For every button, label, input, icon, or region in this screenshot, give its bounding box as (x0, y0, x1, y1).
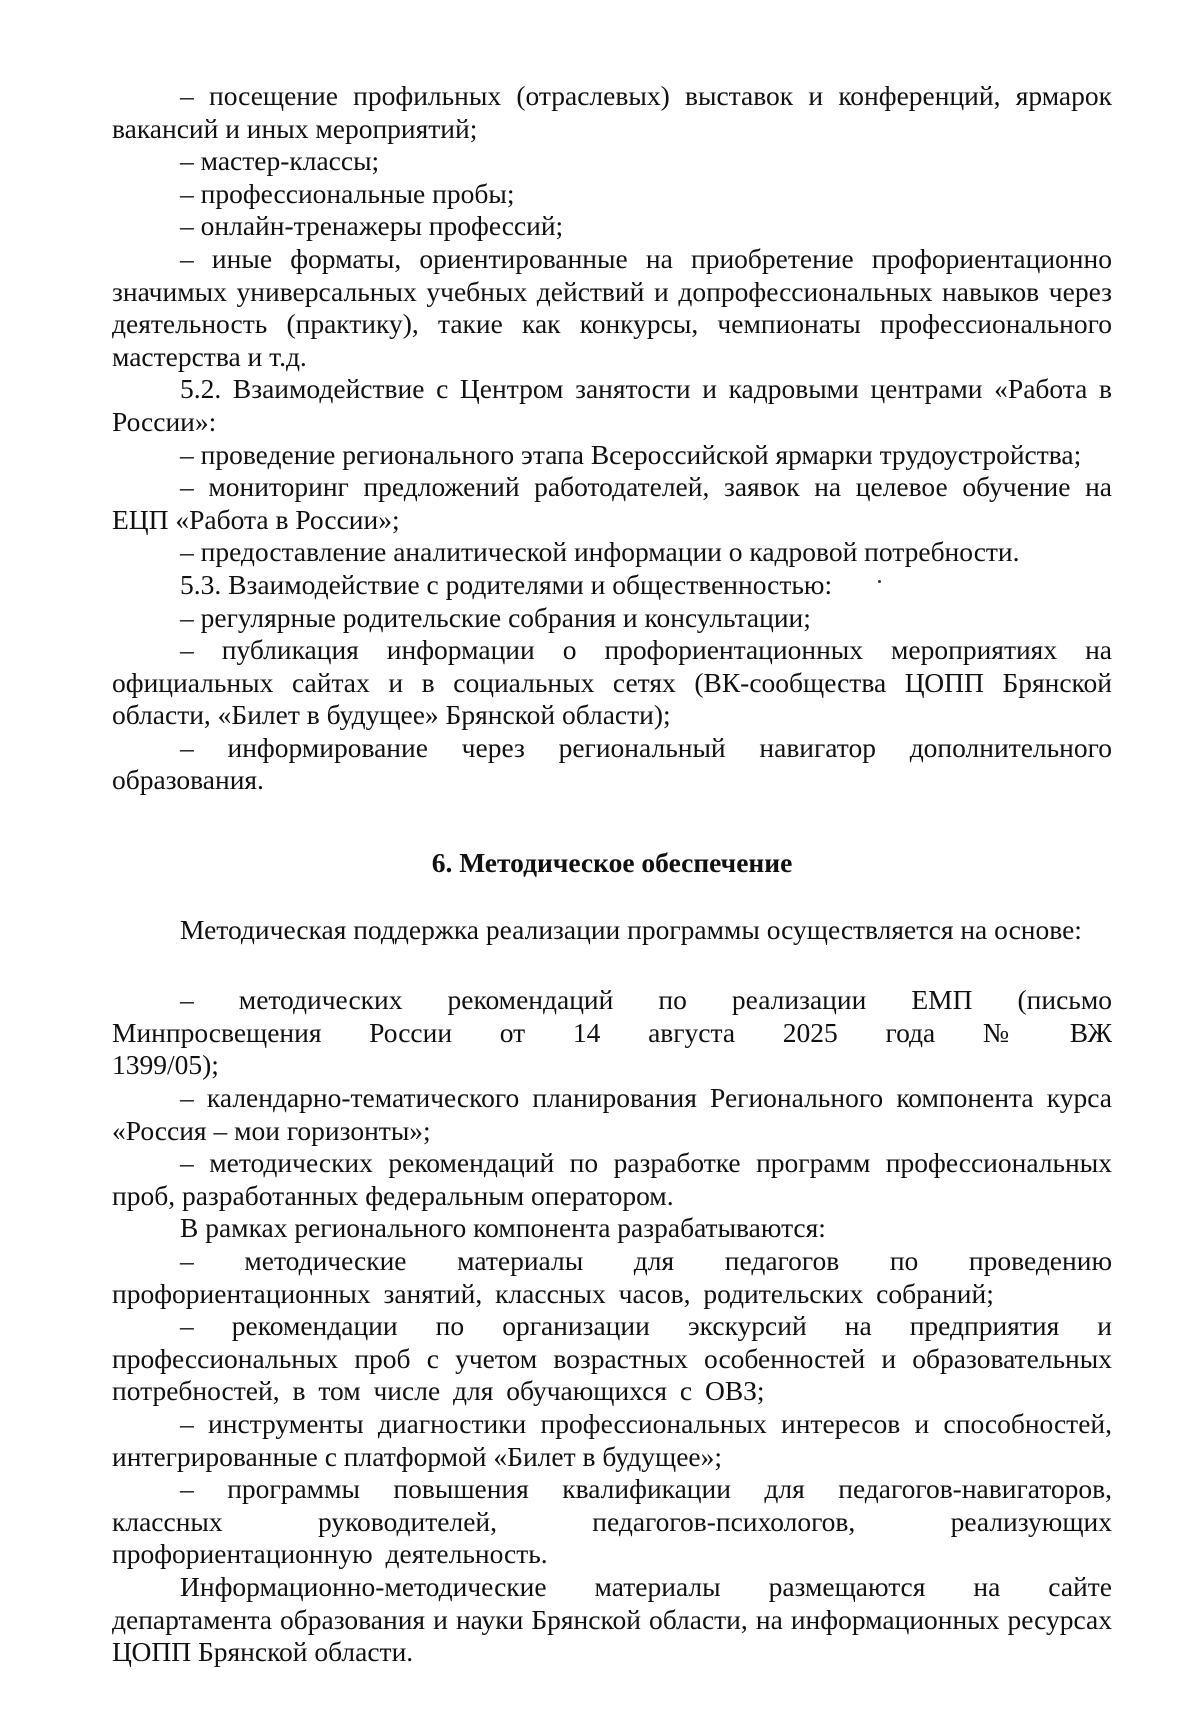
list-item-method-recommendations: – методических рекомендаций по реализации ЕМП (письмо Минпросвещения России от 14 августа 2025 года № ВЖ 1399/05); (112, 984, 1112, 1081)
section-6-intro: Методическая поддержка реализации программы осуществляется на основе: (180, 913, 1082, 945)
subsection-5-3-title: 5.3. Взаимодействие с родителями и общественностью: (180, 568, 833, 600)
scan-speck (878, 580, 881, 583)
list-item-calendar-planning: – календарно-тематического планирования Регионального компонента курса «Россия – мои горизонты»; (112, 1082, 1112, 1146)
list-item-diagnostics-tools: – инструменты диагностики профессиональных интересов и способностей, интегрированные с платформой «Билет в будущее»; (112, 1407, 1112, 1472)
list-item-regional-fair: – проведение регионального этапа Всероссийской ярмарки трудоустройства; (180, 438, 1082, 470)
list-item-navigator: – информирование через региональный навигатор дополнительного образования. (112, 731, 1112, 796)
list-item-excursion-recommendations: – рекомендации по организации экскурсий на предприятия и профессиональных проб с учетом возрастных особенностей и образовательных потребностей, в том числе для обучающихся с ОВЗ; (112, 1310, 1112, 1407)
list-item-publication: – публикация информации о профориентационных мероприятиях на официальных сайтах и в социальных сетях (ВК-сообщества ЦОПП Брянской области, «Билет в будущее» Брянской области); (112, 634, 1112, 731)
list-item-parent-meetings: – регулярные родительские собрания и консультации; (180, 601, 811, 633)
regional-component-paragraph: В рамках регионального компонента разрабатываются: (180, 1212, 826, 1244)
list-item-online-simulators: – онлайн-тренажеры профессий; (180, 210, 564, 242)
document-body (112, 80, 1112, 1669)
subsection-5-2-title: 5.2. Взаимодействие с Центром занятости и кадровыми центрами «Работа в России»: (112, 373, 1112, 437)
list-item-trial-programs: – методических рекомендаций по разработке программ профессиональных проб, разработанных федеральным оператором. (112, 1147, 1112, 1211)
materials-placement-paragraph: Информационно-методические материалы размещаются на сайте департамента образования и науки Брянской области, на информационных ресурсах ЦОПП Брянской области. (112, 1570, 1112, 1668)
section-6-heading: 6. Методическое обеспечение (431, 847, 793, 879)
list-item-professional-trials: – профессиональные пробы; (180, 177, 515, 209)
list-item-analytics: – предоставление аналитической информации о кадровой потребности. (180, 536, 1020, 568)
list-item-qualification-programs: – программы повышения квалификации для педагогов-навигаторов, классных руководителей, педагогов-психологов, реализующих профориентационную деятельность. (112, 1473, 1112, 1570)
list-item-monitoring: – мониторинг предложений работодателей, заявок на целевое обучение на ЕЦП «Работа в России»; (112, 471, 1112, 535)
list-item-master-classes: – мастер-классы; (180, 145, 380, 177)
list-item-exhibitions: – посещение профильных (отраслевых) выставок и конференций, ярмарок вакансий и иных мероприятий; (112, 80, 1112, 144)
list-item-teacher-materials: – методические материалы для педагогов по проведению профориентационных занятий, классных часов, родительских собраний; (112, 1245, 1112, 1309)
list-item-other-formats: – иные форматы, ориентированные на приобретение профориентационно значимых универсальных учебных действий и допрофессиональных навыков через деятельность (практику), такие как конкурсы, чемпионаты профессионального мастерства и т.д. (112, 242, 1112, 372)
